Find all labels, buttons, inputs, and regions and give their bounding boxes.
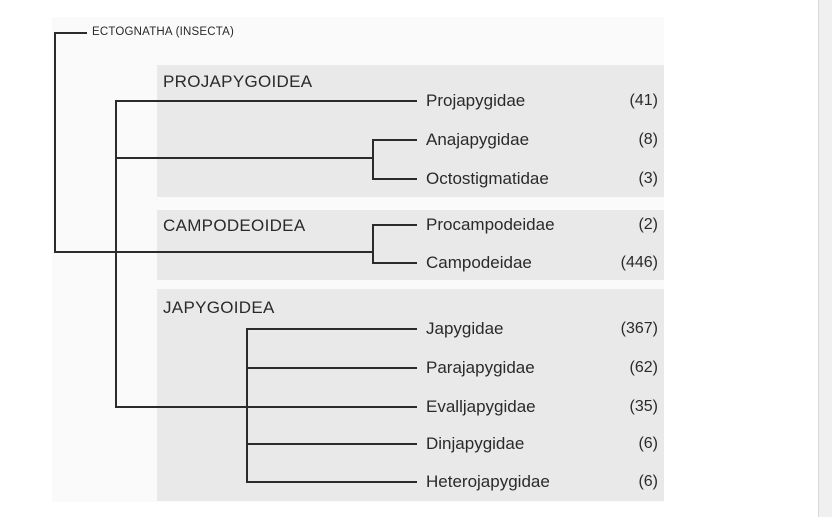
group-label-campodeoidea: CAMPODEOIDEA (163, 216, 306, 235)
family-label-evalljapygidae: Evalljapygidae (426, 397, 536, 416)
group-label-japygoidea: JAPYGOIDEA (163, 298, 275, 317)
species-count-procampodeidae: (2) (638, 216, 658, 233)
species-count-parajapygidae: (62) (629, 359, 658, 376)
family-label-campodeidae: Campodeidae (426, 253, 532, 272)
root-label: ECTOGNATHA (INSECTA) (92, 26, 235, 38)
species-count-anajapygidae: (8) (638, 131, 658, 148)
family-label-dinjapygidae: Dinjapygidae (426, 434, 525, 453)
species-count-octostigmatidae: (3) (638, 170, 658, 187)
species-count-evalljapygidae: (35) (629, 398, 658, 415)
family-label-projapygidae: Projapygidae (426, 91, 526, 110)
species-count-projapygidae: (41) (629, 92, 658, 109)
vertical-scrollbar[interactable] (818, 0, 832, 517)
family-label-parajapygidae: Parajapygidae (426, 358, 535, 377)
species-count-japygidae: (367) (620, 320, 658, 337)
species-count-heterojapygidae: (6) (638, 473, 658, 490)
species-count-dinjapygidae: (6) (638, 435, 658, 452)
family-label-anajapygidae: Anajapygidae (426, 130, 530, 149)
species-count-campodeidae: (446) (620, 254, 658, 271)
family-label-procampodeidae: Procampodeidae (426, 215, 555, 234)
family-label-heterojapygidae: Heterojapygidae (426, 472, 550, 491)
family-label-japygidae: Japygidae (426, 319, 504, 338)
family-label-octostigmatidae: Octostigmatidae (426, 169, 549, 188)
group-label-projapygoidea: PROJAPYGOIDEA (163, 72, 313, 91)
